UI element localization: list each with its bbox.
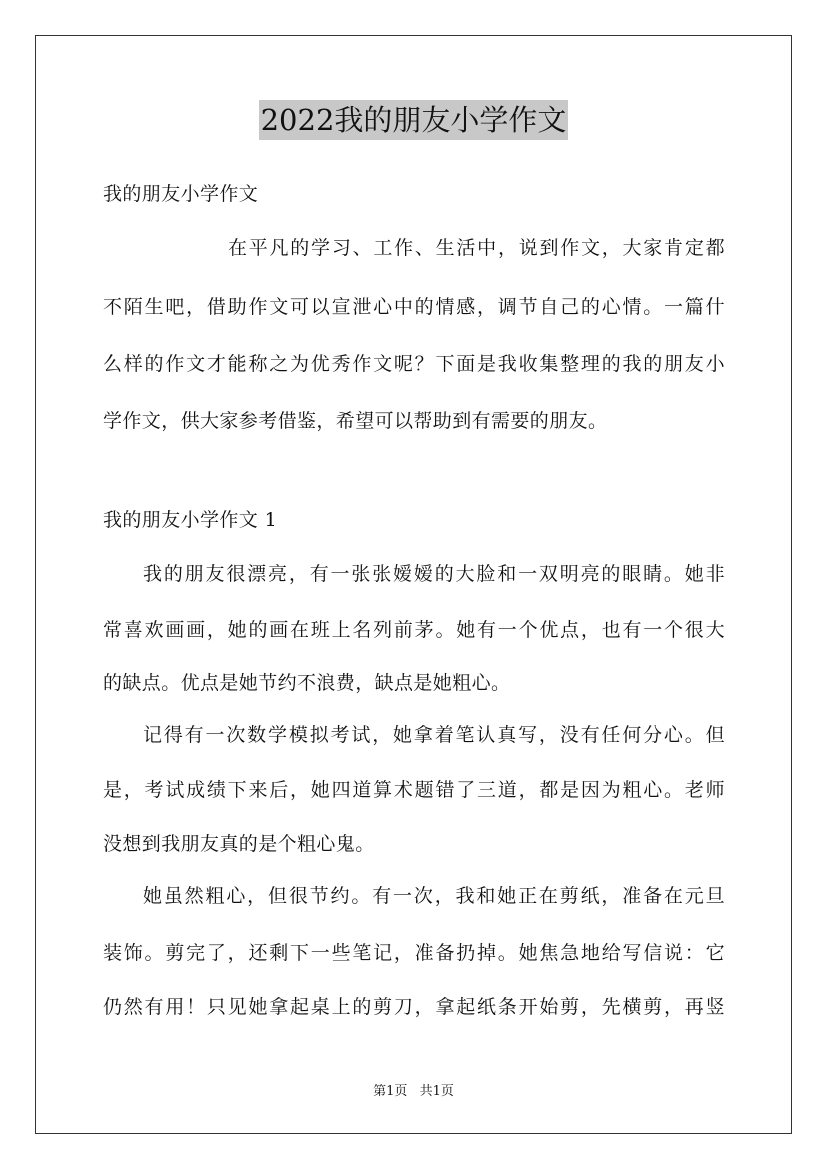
intro-line: 在平凡的学习、工作、生活中，说到作文，大家肯定都 <box>228 237 725 259</box>
document-title: 2022我的朋友小学作文 <box>259 100 569 140</box>
title-container <box>0 100 827 140</box>
paragraph-line: 没想到我朋友真的是个粗心鬼。 <box>103 833 375 855</box>
paragraph-line: 的缺点。优点是她节约不浪费，缺点是她粗心。 <box>103 672 511 694</box>
section-heading-main: 我的朋友小学作文 <box>103 183 259 205</box>
section-heading-1: 我的朋友小学作文 1 <box>103 509 278 531</box>
paragraph-line: 是，考试成绩下来后，她四道算术题错了三道，都是因为粗心。老师 <box>103 779 725 801</box>
paragraph-line: 记得有一次数学模拟考试，她拿着笔认真写，没有任何分心。但 <box>143 724 725 746</box>
paragraph-line: 她虽然粗心，但很节约。有一次，我和她正在剪纸，准备在元旦 <box>143 885 725 907</box>
paragraph-line: 仍然有用！只见她拿起桌上的剪刀，拿起纸条开始剪，先横剪，再竖 <box>103 996 725 1018</box>
intro-line: 么样的作文才能称之为优秀作文呢？下面是我收集整理的我的朋友小 <box>103 353 725 375</box>
paragraph-line: 常喜欢画画，她的画在班上名列前茅。她有一个优点，也有一个很大 <box>103 619 725 641</box>
paragraph-line: 装饰。剪完了，还剩下一些笔记，准备扔掉。她焦急地给写信说：它 <box>103 942 725 964</box>
intro-line: 不陌生吧，借助作文可以宣泄心中的情感，调节自己的心情。一篇什 <box>103 296 725 318</box>
page-footer <box>0 1082 827 1102</box>
intro-line: 学作文，供大家参考借鉴，希望可以帮助到有需要的朋友。 <box>103 410 608 432</box>
page-number: 第1页 <box>373 1084 408 1099</box>
page-total: 共1页 <box>419 1084 454 1099</box>
paragraph-line: 我的朋友很漂亮，有一张张嫒嫒的大脸和一双明亮的眼睛。她非 <box>143 563 725 585</box>
